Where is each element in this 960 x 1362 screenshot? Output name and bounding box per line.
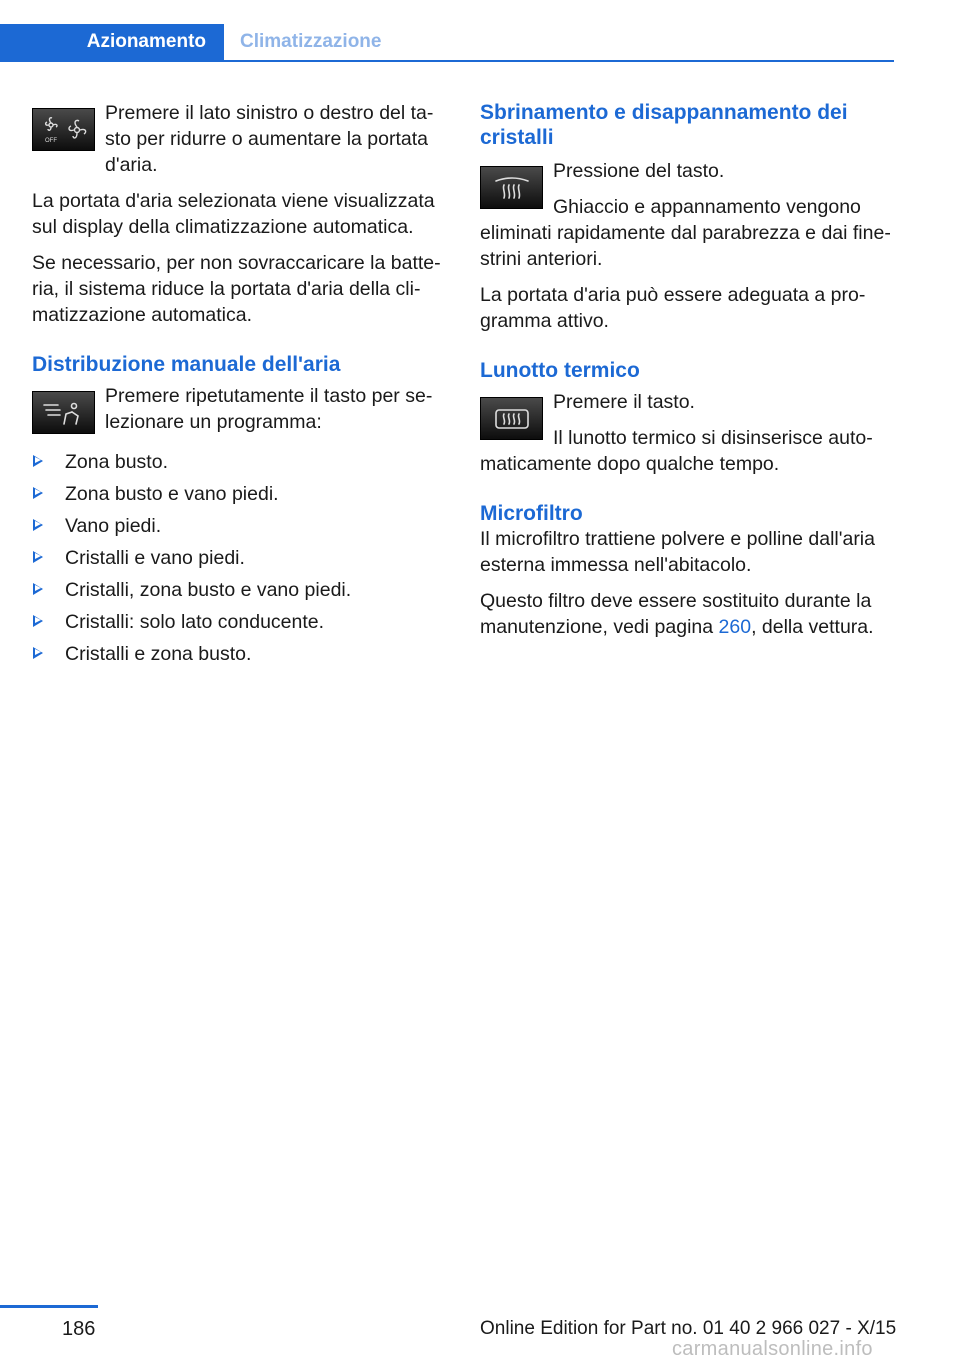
list-item: Zona busto. <box>32 449 447 475</box>
bullet-triangle-icon <box>33 583 43 595</box>
edition-text: Online Edition for Part no. 01 40 2 966 027 - X/15 <box>480 1318 897 1339</box>
air-quantity-text-3: Se necessario, per non sovraccaricare la batteria, il sistema riduce la portata d'aria della climatizzazione automatica. <box>32 252 441 326</box>
list-item: Cristalli e vano piedi. <box>32 545 447 571</box>
rear-window-heading: Lunotto termico <box>480 359 640 382</box>
left-column <box>32 100 447 673</box>
page-number: 186 <box>62 1318 96 1340</box>
section-tab-inactive[interactable]: Climatizzazione <box>240 31 382 52</box>
microfilter-text-2: Questo filtro deve essere sostituito durante la manutenzione, vedi pagina 260, della vettura. <box>480 590 874 638</box>
microfilter-text-1: Il microfiltro trattiene polvere e polline dall'aria esterna immessa nell'abitacolo. <box>480 528 875 576</box>
distribution-heading: Distribuzione manuale dell'aria <box>32 353 341 376</box>
defrost-text-3: La portata d'aria può essere adeguata a programma attivo. <box>480 284 866 332</box>
bullet-triangle-icon <box>33 647 43 659</box>
distribution-block <box>32 383 447 443</box>
section-tab-active[interactable]: Azionamento <box>0 24 224 60</box>
defrost-text-1: Pressione del tasto. <box>553 160 725 182</box>
bullet-triangle-icon <box>33 551 43 563</box>
list-item: Zona busto e vano piedi. <box>32 481 447 507</box>
watermark: carmanualsonline.info <box>672 1338 873 1360</box>
defrost-text-2: Ghiaccio e appannamento vengono eliminati rapidamente dal parabrezza e dai finestrini anteriori. <box>480 196 891 270</box>
fan-speed-block <box>32 100 447 178</box>
distribution-text: Premere ripetutamente il tasto per selezionare un programma: <box>105 385 433 433</box>
list-item: Cristalli, zona busto e vano piedi. <box>32 577 447 603</box>
list-item: Cristalli e zona busto. <box>32 641 447 667</box>
windshield-defrost-button-icon <box>480 166 543 209</box>
header-rule <box>0 60 894 62</box>
footer-rule <box>0 1305 98 1308</box>
program-list <box>32 449 447 667</box>
page-reference-link[interactable]: 260 <box>718 616 752 638</box>
list-item: Vano piedi. <box>32 513 447 539</box>
microfilter-heading: Microfiltro <box>480 502 583 525</box>
right-column <box>480 100 895 650</box>
bullet-triangle-icon <box>33 455 43 467</box>
bullet-triangle-icon <box>33 487 43 499</box>
defrost-block <box>480 158 895 272</box>
page-header <box>0 24 894 62</box>
svg-text:OFF: OFF <box>44 137 57 144</box>
fan-off-button-icon <box>32 108 95 151</box>
bullet-triangle-icon <box>33 615 43 627</box>
air-quantity-text-1: Premere il lato sinistro o destro del tasto per ridurre o aumentare la portata d'aria. <box>105 102 434 176</box>
bullet-triangle-icon <box>33 519 43 531</box>
rear-window-defrost-button-icon <box>480 397 543 440</box>
defrost-heading: Sbrinamento e disappannamento dei cristalli <box>480 101 848 149</box>
rear-window-text-1: Premere il tasto. <box>553 391 695 413</box>
air-distribution-button-icon <box>32 391 95 434</box>
air-quantity-text-2: La portata d'aria selezionata viene visualizzata sul display della climatizzazione automatica. <box>32 190 435 238</box>
rear-window-block <box>480 389 895 477</box>
list-item: Cristalli: solo lato conducente. <box>32 609 447 635</box>
rear-window-text-2: Il lunotto termico si disinserisce automaticamente dopo qualche tempo. <box>480 427 873 475</box>
